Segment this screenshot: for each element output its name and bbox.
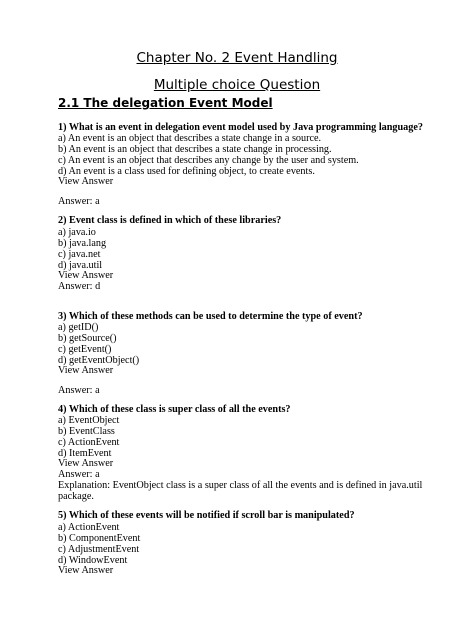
answer-option: c) An event is an object that describes any change by the user and system. [58,155,359,166]
question-text: 4) Which of these class is super class of all the events? [58,404,291,415]
chapter-title: Chapter No. 2 Event Handling [136,50,338,66]
answer-option: b) getSource() [58,333,117,344]
question-text: 2) Event class is defined in which of these libraries? [58,215,282,226]
answer-option: c) AdjustmentEvent [58,544,140,555]
answer-option: b) An event is an object that describes a state change in processing. [58,144,332,155]
section-heading: 2.1 The delegation Event Model [58,96,273,110]
answer-option: b) ComponentEvent [58,533,141,544]
answer-option: a) getID() [58,322,99,333]
document-subtitle: Multiple choice Question [153,77,321,93]
answer-option: a) java.io [58,227,96,238]
answer-text: Answer: a [58,196,100,207]
answer-option: a) ActionEvent [58,522,120,533]
answer-option: d) java.util [58,260,103,271]
explanation-text-continued: package. [58,491,94,502]
question-text: 1) What is an event in delegation event model used by Java programming language? [58,122,423,133]
view-answer-link[interactable]: View Answer [58,365,114,376]
question-text: 5) Which of these events will be notified if scroll bar is manipulated? [58,510,355,521]
explanation-text: Explanation: EventObject class is a super class of all the events and is defined in java.util [58,480,423,491]
answer-option: b) EventClass [58,426,115,437]
answer-option: a) An event is an object that describes a state change in a source. [58,133,322,144]
view-answer-link[interactable]: View Answer [58,176,114,187]
answer-text: Answer: a [58,469,100,480]
answer-option: d) ItemEvent [58,448,112,459]
view-answer-link[interactable]: View Answer [58,458,114,469]
answer-text: Answer: a [58,385,100,396]
answer-option: c) java.net [58,249,101,260]
answer-text: Answer: d [58,281,101,292]
view-answer-link[interactable]: View Answer [58,565,114,576]
answer-option: c) ActionEvent [58,437,120,448]
question-text: 3) Which of these methods can be used to determine the type of event? [58,311,363,322]
answer-option: d) getEventObject() [58,355,140,366]
view-answer-link[interactable]: View Answer [58,270,114,281]
answer-option: c) getEvent() [58,344,112,355]
answer-option: d) An event is a class used for defining object, to create events. [58,166,315,177]
answer-option: a) EventObject [58,415,120,426]
answer-option: d) WindowEvent [58,555,128,566]
answer-option: b) java.lang [58,238,107,249]
